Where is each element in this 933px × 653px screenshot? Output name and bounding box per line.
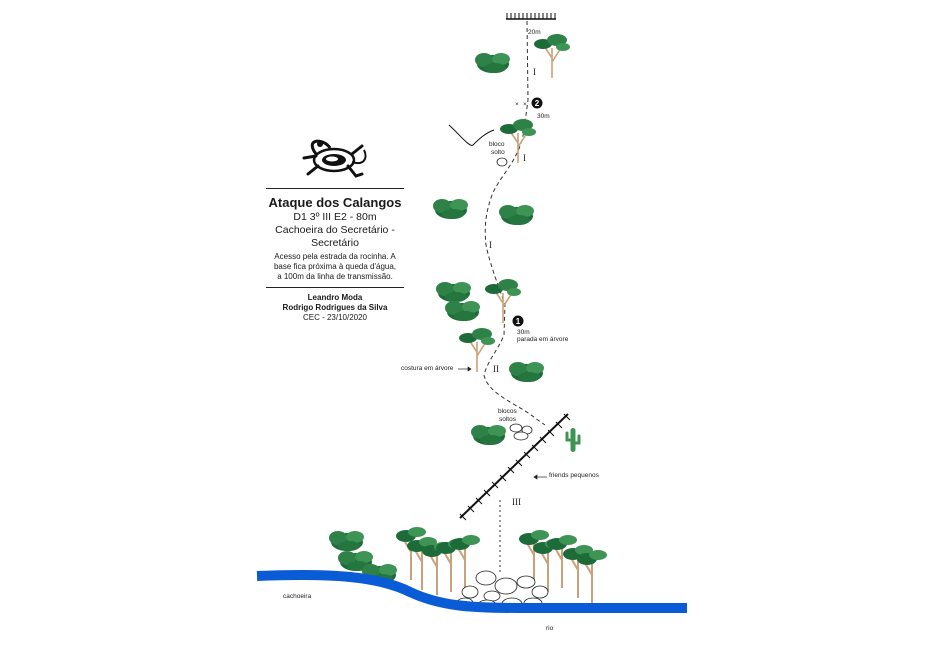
loose-block-label-1: bloco [489, 141, 505, 148]
belay1-number: 1 [515, 317, 521, 326]
svg-text:×: × [515, 101, 519, 108]
rock-arch [449, 125, 494, 145]
pitch-lower-label: II [493, 364, 499, 374]
route-place-line2: Secretário [311, 237, 359, 249]
top-divider [266, 188, 404, 189]
loose-blocks-label-1: blocos [498, 408, 517, 415]
svg-text:×: × [523, 101, 527, 108]
bottom-divider [266, 287, 404, 288]
river-label: rio [546, 625, 554, 632]
belay1-length-label: 30m [517, 329, 530, 336]
arrows [458, 367, 547, 479]
top-length-label: 20m [528, 29, 541, 36]
route-access [262, 252, 408, 282]
pitch-upper-middle-label: I [523, 153, 526, 163]
loose-block-label-2: solto [491, 149, 505, 156]
access-line2: base fica próxima à queda d'água, [273, 262, 397, 271]
pitch-bottom-label: III [512, 497, 521, 507]
loose-blocks-label-2: soltos [499, 416, 516, 423]
route-info [262, 188, 408, 323]
belay-2 [515, 98, 543, 109]
access-line1: Acesso pela estrada da rocinha. A [274, 252, 396, 261]
pitch-top-label: I [533, 67, 536, 77]
belay1-note-label: parada em árvore [517, 336, 569, 343]
top-edge [506, 13, 556, 19]
club-date: CEC - 23/10/2020 [302, 313, 368, 322]
belay2-length-label: 30m [537, 113, 550, 120]
lizard-logo-icon [304, 141, 366, 176]
belay2-number: 2 [534, 99, 540, 108]
author-2: Rodrigo Rodrigues da Silva [282, 303, 388, 312]
pitch-middle-label: I [489, 240, 492, 250]
route-grade: D1 3º III E2 - 80m [293, 211, 377, 223]
belay-1 [513, 316, 524, 327]
waterfall-label: cachoeira [283, 593, 312, 600]
access-line3: a 100m da linha de transmissão. [277, 272, 393, 281]
author-1: Leandro Moda [307, 293, 363, 302]
route-place-line1: Cachoeira do Secretário - [275, 224, 395, 236]
cactus-icon [567, 428, 579, 452]
route-name: Ataque dos Calangos [268, 195, 402, 210]
tree-protection-label: costura em árvore [401, 365, 454, 372]
small-friends-label: friends pequenos [549, 472, 599, 479]
